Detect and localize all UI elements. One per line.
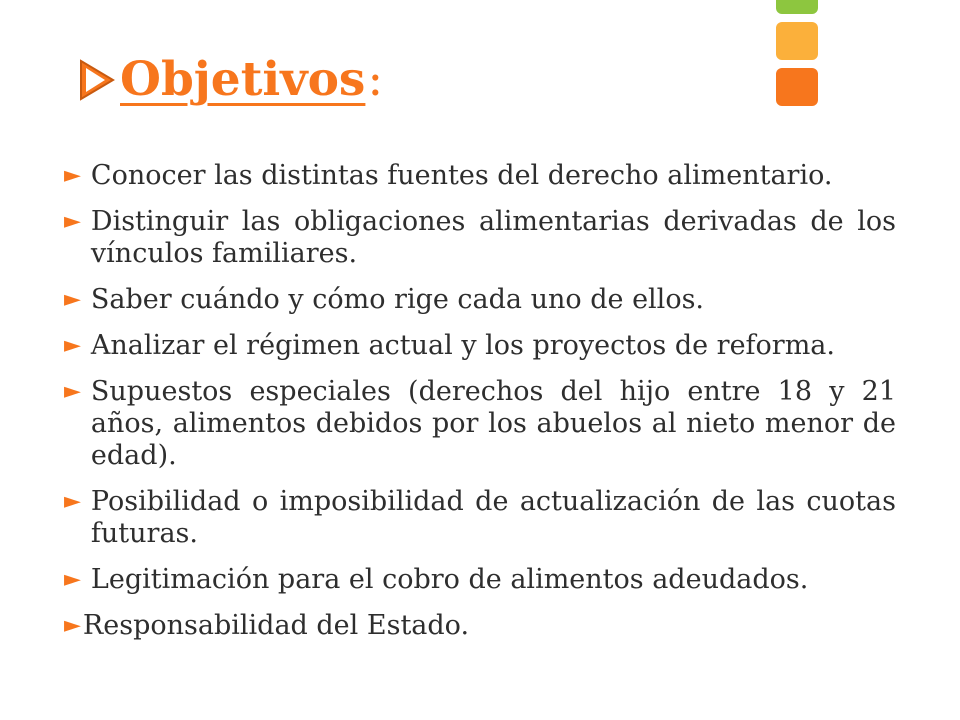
list-item [64, 284, 896, 316]
bullet-arrow-icon: ► [64, 567, 81, 592]
list-item-text: Supuestos especiales (derechos del hijo entre 18 y 21 años, alimentos debidos por los abuelos al nieto menor de edad). [90, 376, 896, 471]
triangle-arrow-icon [78, 58, 116, 102]
slide-title [78, 52, 384, 107]
title-word: Objetivos [120, 52, 366, 107]
bullet-arrow-icon: ► [64, 163, 81, 188]
list-item [64, 564, 896, 596]
list-item [64, 610, 896, 642]
bullet-arrow-icon: ► [64, 333, 81, 358]
list-item-text: Legitimación para el cobro de alimentos adeudados. [90, 564, 809, 595]
list-item [64, 330, 896, 362]
objectives-list [64, 160, 896, 656]
bullet-arrow-icon: ► [64, 209, 81, 234]
list-item [64, 376, 896, 472]
decor-block-green [776, 0, 818, 14]
bullet-arrow-icon: ► [64, 287, 81, 312]
bullet-arrow-icon: ► [64, 489, 81, 514]
list-item-text: Conocer las distintas fuentes del derecho alimentario. [90, 160, 833, 191]
list-item [64, 206, 896, 270]
list-item-text: Saber cuándo y cómo rige cada uno de ellos. [90, 284, 705, 315]
bullet-arrow-icon: ► [64, 379, 81, 404]
list-item-text: Analizar el régimen actual y los proyectos de reforma. [90, 330, 835, 361]
decor-block-orange [776, 68, 818, 106]
decor-block-yellow [776, 22, 818, 60]
list-item-text: Responsabilidad del Estado. [82, 610, 470, 641]
list-item [64, 160, 896, 192]
list-item-text: Posibilidad o imposibilidad de actualización de las cuotas futuras. [90, 486, 896, 549]
list-item-text: Distinguir las obligaciones alimentarias derivadas de los vínculos familiares. [90, 206, 896, 269]
list-item [64, 486, 896, 550]
bullet-arrow-icon: ► [64, 613, 81, 638]
title-colon: : [367, 52, 384, 107]
